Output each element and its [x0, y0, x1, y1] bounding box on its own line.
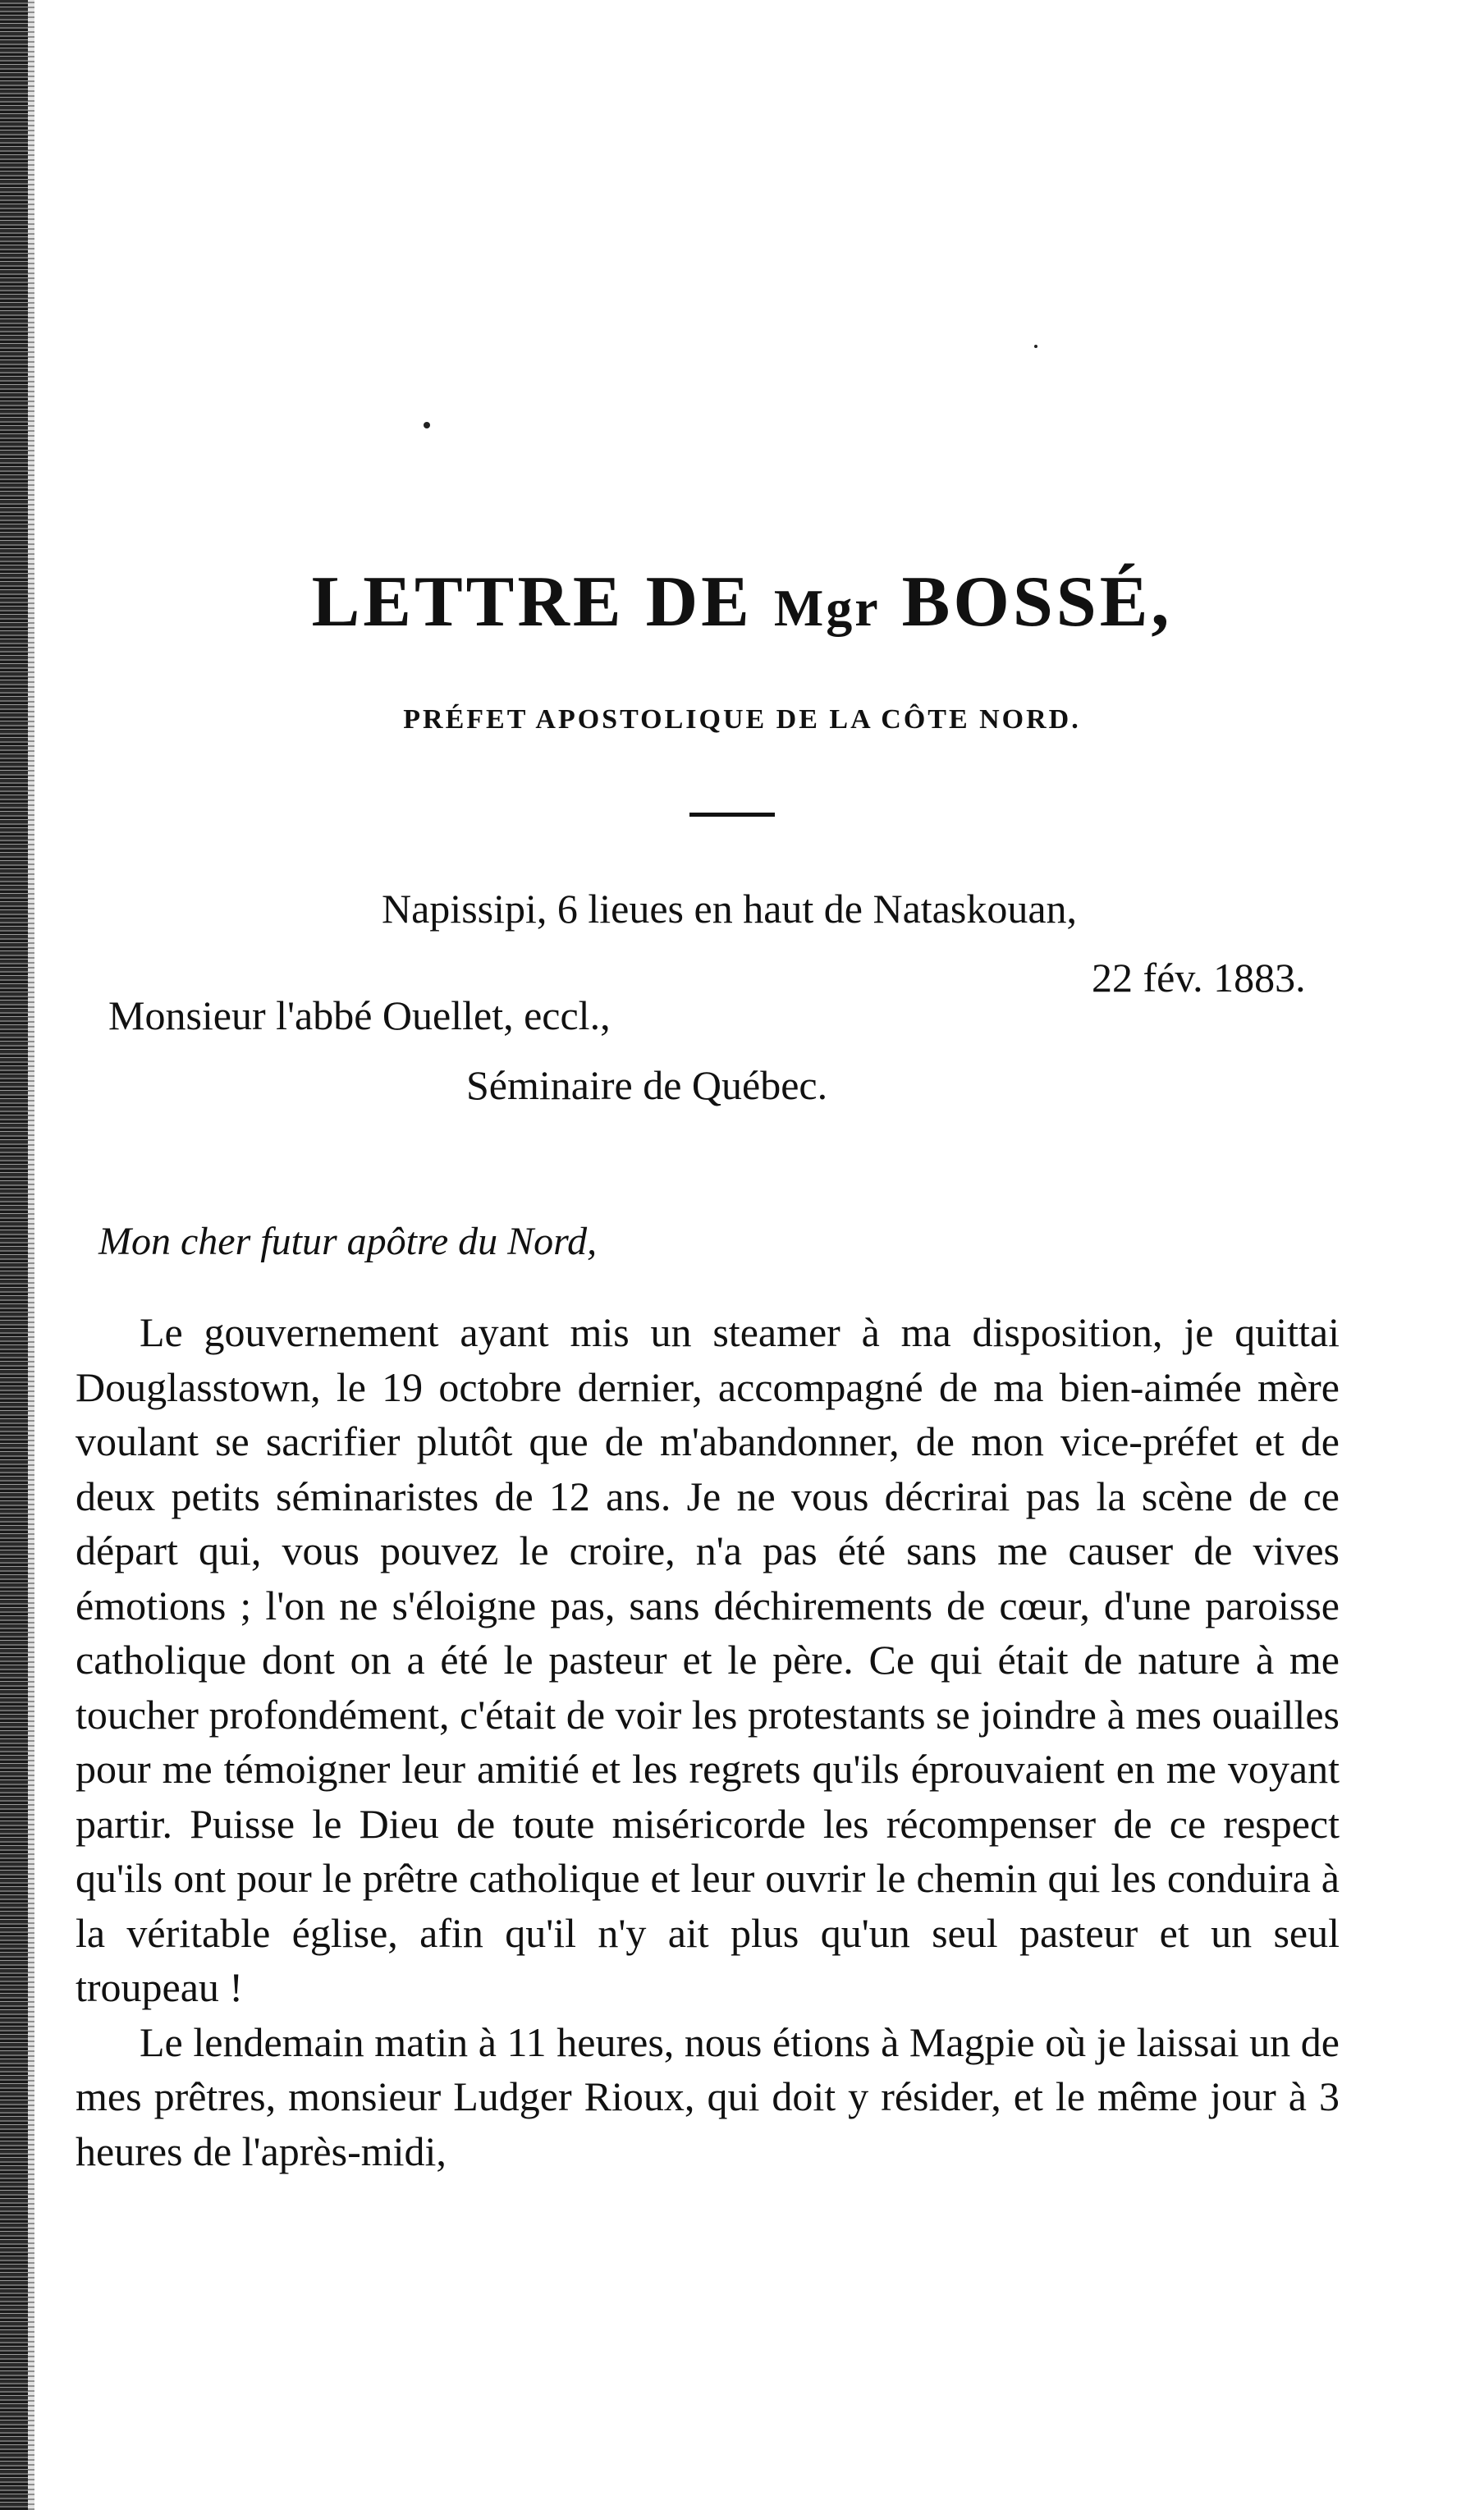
letter-title [0, 562, 1484, 642]
ink-speck [1034, 345, 1037, 348]
letter-date: 22 fév. 1883. [1092, 955, 1306, 1001]
title-honorific: Mgr [773, 579, 881, 637]
letter-body [76, 1305, 1340, 2178]
scan-gutter-edge [28, 0, 34, 2510]
title-main: LETTRE DE [311, 562, 753, 642]
paragraph: Le lendemain matin à 11 heures, nous étions à Magpie où je laissai un de mes prêtres, monsieur Ludger Rioux, qui doit y résider, et le même jour à 3 heures de l'après-midi, [76, 2018, 1340, 2174]
addressee-location: Séminaire de Québec. [466, 1062, 828, 1108]
section-rule [689, 813, 775, 817]
letter-subtitle: PRÉFET APOSTOLIQUE DE LA CÔTE NORD. [403, 704, 1081, 735]
scan-gutter [0, 0, 28, 2510]
title-name: BOSSÉ, [901, 562, 1173, 642]
letter-place: Napissipi, 6 lieues en haut de Nataskouan, [382, 886, 1078, 932]
addressee-name: Monsieur l'abbé Ouellet, eccl., [108, 992, 611, 1038]
paragraph: Le gouvernement ayant mis un steamer à ma disposition, je quittai Douglasstown, le 19 octobre dernier, accompagné de ma bien-aimée mère voulant se sacrifier plutôt que de m'abandonner, de mon vice-préfet et de deux petits séminaristes de 12 ans. Je ne vous décrirai pas la scène de ce départ qui, vous pouvez le croire, n'a pas été sans me causer de vives émotions ; l'on ne s'éloigne pas, sans déchirements de cœur, d'une paroisse catholique dont on a été le pasteur et le père. Ce qui était de nature à me toucher profondément, c'était de voir les protestants se joindre à mes ouailles pour me témoigner leur amitié et les regrets qu'ils éprouvaient en me voyant partir. Puisse le Dieu de toute miséricorde les récompenser de ce respect qu'ils ont pour le prêtre catholique et leur ouvrir le chemin qui les conduira à la véritable église, afin qu'il n'y ait plus qu'un seul pasteur et un seul troupeau ! [76, 1309, 1340, 2010]
salutation: Mon cher futur apôtre du Nord, [98, 1220, 598, 1263]
ink-speck [424, 422, 430, 428]
